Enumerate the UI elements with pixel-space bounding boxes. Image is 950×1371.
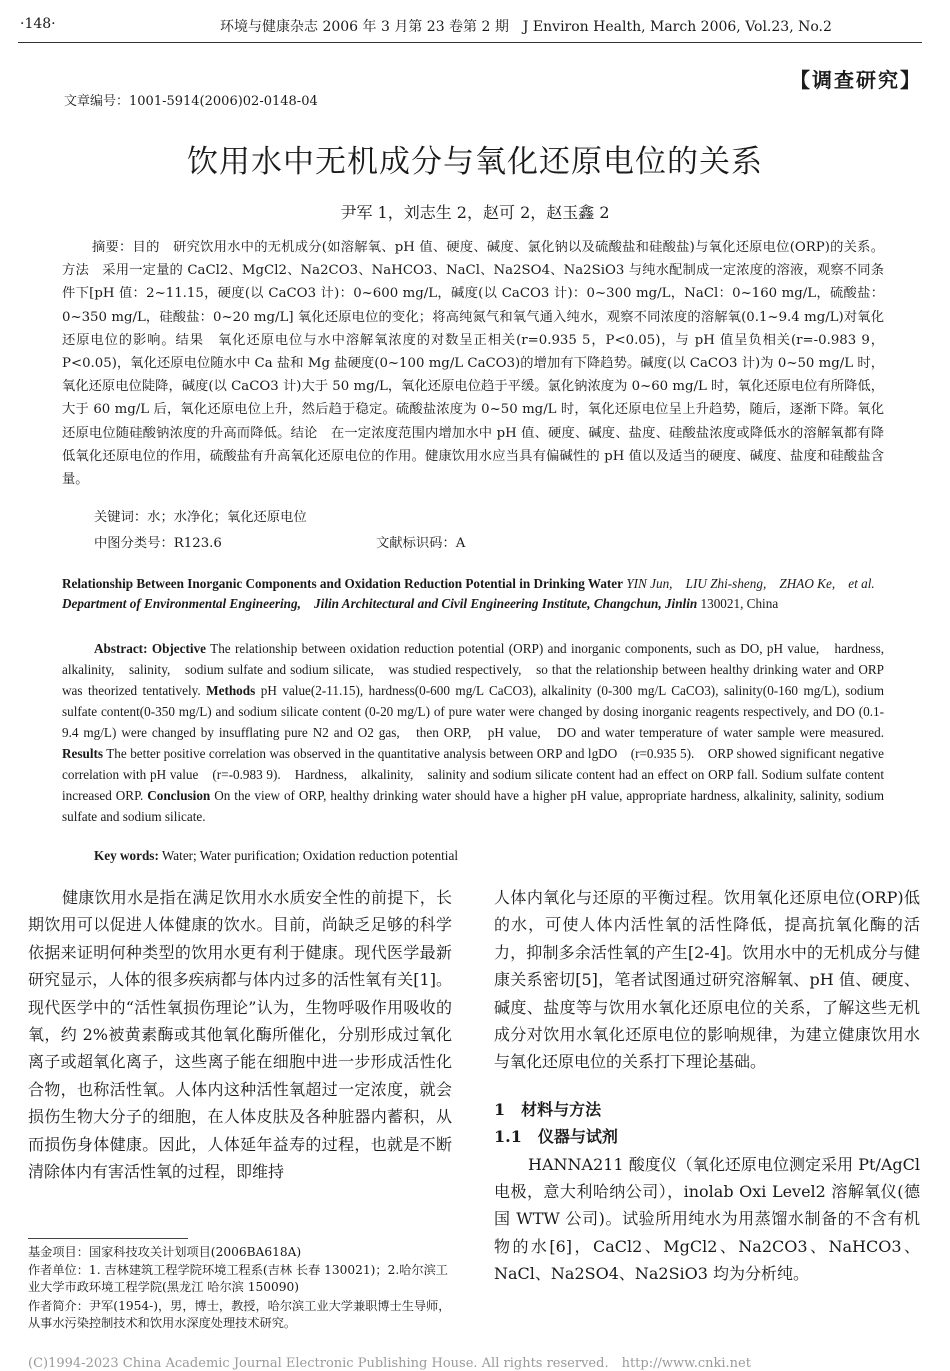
footnote-rule bbox=[28, 1238, 188, 1239]
copyright-footer: (C)1994-2023 China Academic Journal Electronic Publishing House. All rights reserved. http://www.cnki.net bbox=[28, 1356, 751, 1371]
abstract-results-label: Results bbox=[62, 746, 104, 761]
keywords-label: Key words: bbox=[94, 848, 159, 863]
english-postcode: 130021, China bbox=[700, 596, 779, 611]
chinese-abstract: 摘要：目的 研究饮用水中的无机成分(如溶解氧、pH 值、硬度、碱度、氯化钠以及硫酸盐和硅酸盐)与氧化还原电位(ORP)的关系。方法 采用一定量的 CaCl2、MgCl2、Na2CO3、NaHCO3、NaCl、Na2SO4、Na2SiO3 与纯水配制成一定浓度的溶液，观察不同条件下[pH 值：2~11.15，硬度(以 CaCO3 计)：0~600 mg/L，碱度(以 CaCO3 计)：0~300 mg/L，NaCl：0~160 mg/L，硫酸盐：0~350 mg/L，硅酸盐：0~20 mg/L] 氧化还原电位的变化；将高纯氮气和氧气通入纯水，观察不同浓度的溶解氧(0.1~9.4 mg/L)对氧化还原电位的影响。结果 氧化还原电位与水中溶解氧浓度的对数呈正相关(r=0.935 5，P<0.05)，与 pH 值呈负相关(r=-0.983 9，P<0.05)，氧化还原电位随水中 Ca 盐和 Mg 盐硬度(0~100 mg/L CaCO3)的增加有下降趋势。碱度(以 CaCO3 计)为 0~50 mg/L 时，氧化还原电位陡降，碱度(以 CaCO3 计)大于 50 mg/L，氧化还原电位趋于平缓。氯化钠浓度为 0~60 mg/L 时，氧化还原电位有所降低，大于 60 mg/L 后，氧化还原电位上升，然后趋于稳定。硫酸盐浓度为 0~50 mg/L 时，氧化还原电位呈上升趋势，随后，逐渐下降。氧化还原电位随硅酸钠浓度的升高而降低。结论 在一定浓度范围内增加水中 pH 值、硬度、碱度、盐度、硅酸盐浓度或降低水的溶解氧都有降低氧化还原电位的作用，硫酸盐有升高氧化还原电位的作用。健康饮用水应当具有偏碱性的 pH 值以及适当的硬度、碱度、盐度和硅酸盐含量。 bbox=[62, 240, 884, 488]
abstract-methods-label: Methods bbox=[206, 683, 256, 698]
journal-header: 环境与健康杂志 2006 年 3 月第 23 卷第 2 期 J Environ Health, March 2006, Vol.23, No.2 bbox=[220, 19, 832, 35]
english-authors: YIN Jun, LIU Zhi-sheng, ZHAO Ke, et al. bbox=[626, 576, 875, 591]
running-header bbox=[0, 16, 950, 40]
abstract-conclusion-label: Conclusion bbox=[147, 788, 211, 803]
article-number: 文章编号：1001-5914(2006)02-0148-04 bbox=[64, 94, 318, 109]
section-tag: 【调查研究】 bbox=[790, 68, 922, 92]
page-title: 饮用水中无机成分与氧化还原电位的关系 bbox=[187, 144, 763, 180]
abstract-objective-text: The relationship between oxidation reduction potential (ORP) and inorganic components, such as DO, pH value, hardness, alkalinity, salinity, sodium sulfate and sodium silicate, was studied respectively, so that the relationship between healthy drinking water and ORP was theorized tentatively. bbox=[62, 641, 898, 698]
page-number: ·148· bbox=[20, 16, 56, 32]
english-abstract bbox=[62, 638, 898, 827]
english-affiliation: Department of Environmental Engineering, Jilin Architectural and Civil Engineering Institute, Changchun, Jinlin bbox=[62, 596, 698, 611]
chinese-keywords: 关键词：水；水净化；氧化还原电位 bbox=[94, 510, 307, 525]
materials-paragraph: HANNA211 酸度仪（氧化还原电位测定采用 Pt/AgCl 电极，意大利哈纳公司），inolab Oxi Level2 溶解氧仪(德国 WTW 公司)。试验所用纯水为用蒸馏水制备的不含有机物的水[6]，CaCl2、MgCl2、Na2CO3、NaHCO3、NaCl、Na2SO4、Na2SiO3 均为分析纯。 bbox=[494, 1154, 920, 1284]
abstract-objective-label: Abstract: Objective bbox=[94, 641, 207, 656]
footnote-unit: 作者单位：1. 吉林建筑工程学院环境工程系(吉林 长春 130021)；2.哈尔滨工业大学市政环境工程学院(黑龙江 哈尔滨 150090) bbox=[28, 1263, 448, 1294]
section-heading-1: 1 材料与方法 bbox=[494, 1099, 602, 1119]
body-left-column bbox=[28, 884, 452, 1185]
abstract-methods-text: pH value(2-11.15), hardness(0-600 mg/L CaCO3), alkalinity (0-300 mg/L CaCO3), salinity(0-160 mg/L), sodium sulfate content(0-350 mg/L) and sodium silicate content (0-20 mg/L) of pure water were changed by dosing inorganic reagents respectively, and DO (0.1-9.4 mg/L) were changed by insufflating pure N2 and O2 gas, then ORP, pH value, DO and water temperature of water sample were measured. bbox=[62, 683, 885, 740]
abstract-results-text: The better positive correlation was observed in the quantitative analysis between ORP and lgDO (r=0.935 5). ORP showed significant negative correlation with pH value (r=-0.983 9). Hardness, alkalinity, salinity and sodium silicate content had an effect on ORP fall. Sodium sulfate content increased ORP. bbox=[62, 746, 884, 803]
english-title: Relationship Between Inorganic Components and Oxidation Reduction Potential in Drinking Water bbox=[62, 576, 624, 591]
intro-paragraph: 健康饮用水是指在满足饮用水水质安全性的前提下，长期饮用可以促进人体健康的饮水。目前，尚缺乏足够的科学依据来证明何种类型的饮用水更有利于健康。现代医学最新研究显示，人体的很多疾病都与体内过多的活性氧有关[1]。现代医学中的“活性氧损伤理论”认为，生物呼吸作用吸收的氧，约 2%被黄素酶或其他氧化酶所催化，分别形成过氧化离子或超氧化离子，这些离子能在细胞中进一步形成活性化合物，也称活性氧。人体内这种活性氧超过一定浓度，就会损伤生物大分子的细胞，在人体皮肤及各种脏器内蓄积，从而损伤身体健康。因此，人体延年益寿的过程，也就是不断清除体内有害活性氧的过程，即维持 bbox=[28, 888, 452, 1182]
section-heading-1-1: 1.1 仪器与试剂 bbox=[494, 1127, 618, 1147]
header-rule bbox=[18, 42, 922, 43]
footnote-fund: 基金项目：国家科技攻关计划项目(2006BA618A) bbox=[28, 1245, 302, 1259]
footnote-bio: 作者简介：尹军(1954-)，男，博士，教授，哈尔滨工业大学兼职博士生导师，从事水污染控制技术和饮用水深度处理技术研究。 bbox=[28, 1299, 451, 1330]
body-right-column bbox=[494, 884, 920, 1288]
abstract-conclusion-text: On the view of ORP, healthy drinking water should have a higher pH value, appropriate hardness, alkalinity, salinity, sodium sulfate and sodium silicate. bbox=[62, 788, 885, 824]
intro-continuation: 人体内氧化与还原的平衡过程。饮用氧化还原电位(ORP)低的水，可使人体内活性氧的活性降低，提高抗氧化酶的活力，抑制多余活性氧的产生[2-4]。饮用水中的无机成分与健康关系密切[5]，笔者试图通过研究溶解氧、pH 值、硬度、碱度、盐度等与饮用水氧化还原电位的关系，了解这些无机成分对饮用水氧化还原电位的影响规律，为建立健康饮用水与氧化还原电位的关系打下理论基础。 bbox=[494, 888, 920, 1072]
english-title-block bbox=[62, 574, 884, 614]
author-line: 尹军 1，刘志生 2，赵可 2，赵玉鑫 2 bbox=[340, 203, 610, 222]
keywords-text: Water; Water purification; Oxidation reduction potential bbox=[161, 848, 458, 863]
english-keywords bbox=[94, 848, 458, 864]
classification-number: 中图分类号：R123.6 bbox=[94, 536, 222, 551]
document-code: 文献标识码：A bbox=[376, 536, 466, 551]
